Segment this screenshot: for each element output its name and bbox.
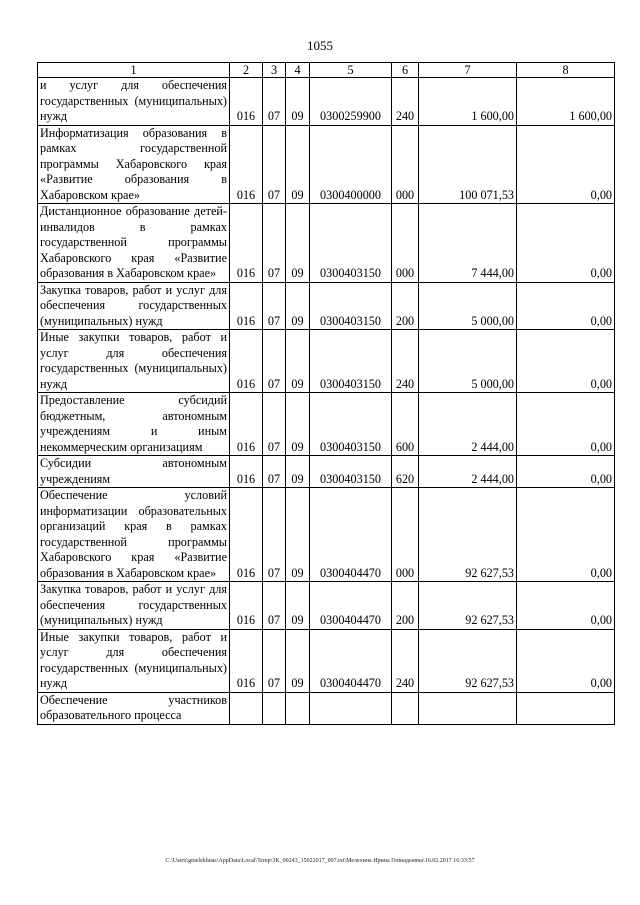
- row-target-article-cell: 0300403150: [310, 282, 392, 330]
- row-section-cell: 07: [263, 456, 286, 488]
- row-name-cell: Дистанционное образование детей-инвалидов в рамках государственной программы Хабаровского края «Развитие образования в Хабаровском крае»: [38, 204, 230, 283]
- row-target-article-cell: 0300403150: [310, 393, 392, 456]
- row-code-cell: 016: [230, 125, 263, 204]
- row-expense-type-cell: 620: [392, 456, 419, 488]
- row-expense-type-cell: 000: [392, 204, 419, 283]
- row-subsection-cell: 09: [286, 282, 310, 330]
- row-code-cell: 016: [230, 629, 263, 692]
- row-target-article-cell: 0300259900: [310, 78, 392, 126]
- file-path-footer: C:\Users\gmelekhnas\AppData\Local\Temp\3K_00243_15022017_007.txt\Мелехина Ирина Геннадьевна\16.02.2017 16:33:57: [165, 858, 475, 864]
- col-header-2: 2: [230, 63, 263, 78]
- row-target-article-cell: 0300403150: [310, 456, 392, 488]
- table-row: [38, 582, 615, 630]
- row-amount-cell: 100 071,53: [419, 125, 517, 204]
- row-name-cell: Иные закупки товаров, работ и услуг для обеспечения государственных (муниципальных) нужд: [38, 629, 230, 692]
- row-target-article-cell: 0300404470: [310, 582, 392, 630]
- row-amount-cell: 92 627,53: [419, 488, 517, 582]
- row-subsection-cell: 09: [286, 78, 310, 126]
- table-row: [38, 330, 615, 393]
- row-amount-cell: 92 627,53: [419, 629, 517, 692]
- row-name-cell: Субсидии автономным учреждениям: [38, 456, 230, 488]
- table-row: [38, 78, 615, 126]
- page-number: 1055: [307, 38, 333, 53]
- col-header-3: 3: [263, 63, 286, 78]
- row-name-cell: Иные закупки товаров, работ и услуг для обеспечения государственных (муниципальных) нужд: [38, 330, 230, 393]
- row-subsection-cell: 09: [286, 125, 310, 204]
- row-target-article-cell: 0300404470: [310, 488, 392, 582]
- row-expense-type-cell: 600: [392, 393, 419, 456]
- row-expense-type-cell: 000: [392, 488, 419, 582]
- row-name-cell: Информатизация образования в рамках государственной программы Хабаровского края «Развитие образования в Хабаровском крае»: [38, 125, 230, 204]
- row-subsection-cell: 09: [286, 488, 310, 582]
- row-amount2-cell: 0,00: [517, 204, 615, 283]
- row-expense-type-cell: 240: [392, 330, 419, 393]
- row-section-cell: 07: [263, 582, 286, 630]
- row-section-cell: 07: [263, 488, 286, 582]
- row-amount2-cell: 1 600,00: [517, 78, 615, 126]
- col-header-6: 6: [392, 63, 419, 78]
- col-header-4: 4: [286, 63, 310, 78]
- row-subsection-cell: [286, 692, 310, 724]
- row-section-cell: 07: [263, 330, 286, 393]
- table-row: [38, 393, 615, 456]
- row-expense-type-cell: 240: [392, 629, 419, 692]
- row-target-article-cell: 0300403150: [310, 204, 392, 283]
- row-code-cell: 016: [230, 456, 263, 488]
- table-row: [38, 692, 615, 724]
- row-name-cell: Закупка товаров, работ и услуг для обеспечения государственных (муниципальных) нужд: [38, 282, 230, 330]
- row-amount2-cell: 0,00: [517, 582, 615, 630]
- col-header-1: 1: [38, 63, 230, 78]
- row-amount2-cell: 0,00: [517, 330, 615, 393]
- row-code-cell: 016: [230, 204, 263, 283]
- row-amount-cell: 2 444,00: [419, 393, 517, 456]
- row-amount-cell: 92 627,53: [419, 582, 517, 630]
- row-section-cell: 07: [263, 282, 286, 330]
- table-row: [38, 629, 615, 692]
- row-amount-cell: 5 000,00: [419, 282, 517, 330]
- row-subsection-cell: 09: [286, 330, 310, 393]
- row-section-cell: 07: [263, 125, 286, 204]
- row-target-article-cell: 0300403150: [310, 330, 392, 393]
- col-header-5: 5: [310, 63, 392, 78]
- row-amount-cell: [419, 692, 517, 724]
- row-name-cell: Закупка товаров, работ и услуг для обеспечения государственных (муниципальных) нужд: [38, 582, 230, 630]
- row-amount-cell: 5 000,00: [419, 330, 517, 393]
- row-subsection-cell: 09: [286, 204, 310, 283]
- row-code-cell: 016: [230, 582, 263, 630]
- row-code-cell: 016: [230, 330, 263, 393]
- row-amount2-cell: 0,00: [517, 282, 615, 330]
- row-amount2-cell: [517, 692, 615, 724]
- row-subsection-cell: 09: [286, 456, 310, 488]
- row-expense-type-cell: 000: [392, 125, 419, 204]
- row-section-cell: 07: [263, 393, 286, 456]
- row-code-cell: 016: [230, 393, 263, 456]
- row-name-cell: Предоставление субсидий бюджетным, автономным учреждениям и иным некоммерческим организациям: [38, 393, 230, 456]
- row-subsection-cell: 09: [286, 629, 310, 692]
- col-header-8: 8: [517, 63, 615, 78]
- row-section-cell: 07: [263, 78, 286, 126]
- budget-table: [37, 62, 615, 725]
- row-amount2-cell: 0,00: [517, 488, 615, 582]
- table-header-row: [38, 63, 615, 78]
- row-target-article-cell: [310, 692, 392, 724]
- col-header-7: 7: [419, 63, 517, 78]
- row-code-cell: 016: [230, 282, 263, 330]
- row-amount2-cell: 0,00: [517, 456, 615, 488]
- row-expense-type-cell: [392, 692, 419, 724]
- row-section-cell: [263, 692, 286, 724]
- row-amount2-cell: 0,00: [517, 629, 615, 692]
- row-amount2-cell: 0,00: [517, 125, 615, 204]
- row-target-article-cell: 0300400000: [310, 125, 392, 204]
- row-expense-type-cell: 240: [392, 78, 419, 126]
- table-row: [38, 282, 615, 330]
- row-code-cell: 016: [230, 78, 263, 126]
- row-target-article-cell: 0300404470: [310, 629, 392, 692]
- table-row: [38, 488, 615, 582]
- row-name-cell: и услуг для обеспечения государственных (муниципальных) нужд: [38, 78, 230, 126]
- row-section-cell: 07: [263, 204, 286, 283]
- row-section-cell: 07: [263, 629, 286, 692]
- row-code-cell: 016: [230, 488, 263, 582]
- row-name-cell: Обеспечение условий информатизации образовательных организаций края в рамках государственной программы Хабаровского края «Развитие образования в Хабаровском крае»: [38, 488, 230, 582]
- row-amount2-cell: 0,00: [517, 393, 615, 456]
- row-expense-type-cell: 200: [392, 282, 419, 330]
- row-subsection-cell: 09: [286, 582, 310, 630]
- table-row: [38, 125, 615, 204]
- row-amount-cell: 1 600,00: [419, 78, 517, 126]
- table-row: [38, 456, 615, 488]
- row-code-cell: [230, 692, 263, 724]
- table-row: [38, 204, 615, 283]
- row-amount-cell: 2 444,00: [419, 456, 517, 488]
- row-subsection-cell: 09: [286, 393, 310, 456]
- row-name-cell: Обеспечение участников образовательного процесса: [38, 692, 230, 724]
- row-expense-type-cell: 200: [392, 582, 419, 630]
- row-amount-cell: 7 444,00: [419, 204, 517, 283]
